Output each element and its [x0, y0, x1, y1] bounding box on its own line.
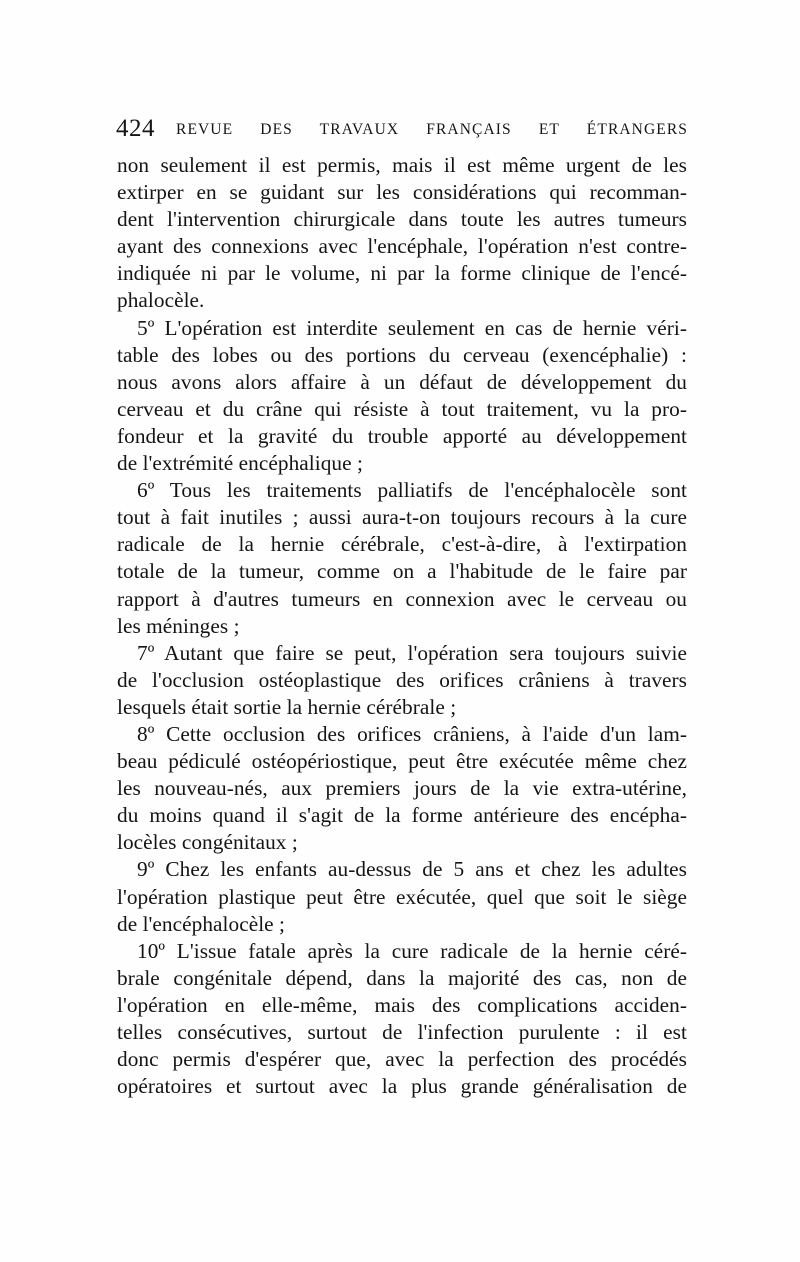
text-line: 6º Tous les traitements palliatifs de l'encéphalocèle sont — [137, 478, 687, 503]
text-line: indiquée ni par le volume, ni par la forme clinique de l'encé- — [117, 261, 687, 286]
text-line: de l'extrémité encéphalique ; — [117, 451, 363, 476]
text-line: extirper en se guidant sur les considérations qui recomman- — [117, 180, 687, 205]
text-line: donc permis d'espérer que, avec la perfection des procédés — [117, 1047, 687, 1072]
text-line: du moins quand il s'agit de la forme antérieure des encépha- — [117, 803, 687, 828]
text-line: l'opération en elle-même, mais des complications acciden- — [117, 992, 687, 1017]
paragraph — [117, 640, 687, 721]
running-title: REVUE DES TRAVAUX FRANÇAIS ET ÉTRANGERS — [176, 121, 688, 138]
text-line: 7º Autant que faire se peut, l'opération sera toujours suivie — [137, 640, 687, 665]
paragraph — [117, 477, 687, 640]
text-line: non seulement il est permis, mais il est même urgent de les — [117, 153, 687, 177]
text-line: tout à fait inutiles ; aussi aura-t-on toujours recours à la cure — [117, 505, 687, 530]
text-line: 10º L'issue fatale après la cure radicale de la hernie céré- — [137, 938, 687, 963]
running-head — [116, 114, 688, 144]
paragraph — [117, 938, 687, 1101]
text-line: fondeur et la gravité du trouble apporté au développement — [117, 423, 687, 448]
text-line: 8º Cette occlusion des orifices crâniens, à l'aide d'un lam- — [137, 721, 687, 746]
text-line: les nouveau-nés, aux premiers jours de la vie extra-utérine, — [117, 776, 687, 801]
text-line: beau pédiculé ostéopériostique, peut être exécutée même chez — [117, 749, 687, 774]
text-line: rapport à d'autres tumeurs en connexion avec le cerveau ou — [117, 586, 687, 611]
text-line: de l'encéphalocèle ; — [117, 911, 286, 936]
text-line: 9º Chez les enfants au-dessus de 5 ans et chez les adultes — [137, 857, 687, 882]
paragraph — [117, 152, 687, 315]
paragraph — [117, 721, 687, 856]
text-line: de l'occlusion ostéoplastique des orifices crâniens à travers — [117, 667, 687, 692]
paragraph — [117, 856, 687, 937]
paragraph — [117, 315, 687, 478]
text-line: lesquels était sortie la hernie cérébrale ; — [117, 694, 457, 719]
text-line: table des lobes ou des portions du cerveau (exencéphalie) : — [117, 342, 687, 367]
text-line: dent l'intervention chirurgicale dans toute les autres tumeurs — [117, 207, 687, 232]
text-line: 5º L'opération est interdite seulement en cas de hernie véri- — [137, 315, 687, 340]
text-line: phalocèle. — [117, 288, 205, 313]
text-line: opératoires et surtout avec la plus grande généralisation de — [117, 1074, 687, 1099]
text-line: les méninges ; — [117, 613, 240, 638]
text-line: l'opération plastique peut être exécutée, quel que soit le siège — [117, 884, 687, 909]
text-line: locèles congénitaux ; — [117, 830, 298, 855]
text-line: ayant des connexions avec l'encéphale, l'opération n'est contre- — [117, 234, 687, 259]
body-text — [117, 152, 687, 1100]
page-number: 424 — [116, 115, 155, 142]
text-line: cerveau et du crâne qui résiste à tout traitement, vu la pro- — [117, 396, 687, 421]
text-line: radicale de la hernie cérébrale, c'est-à-dire, à l'extirpation — [117, 532, 687, 557]
text-line: totale de la tumeur, comme on a l'habitude de le faire par — [117, 559, 687, 584]
text-line: telles consécutives, surtout de l'infection purulente : il est — [117, 1020, 687, 1044]
text-line: nous avons alors affaire à un défaut de développement du — [117, 369, 687, 394]
text-line: brale congénitale dépend, dans la majorité des cas, non de — [117, 965, 687, 990]
